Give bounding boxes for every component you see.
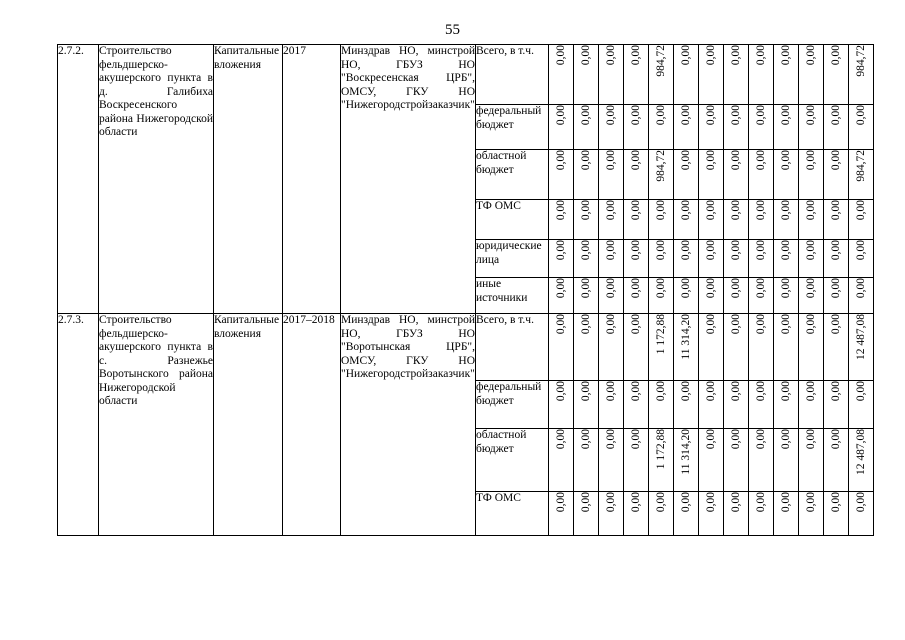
value-text: 0,00 xyxy=(579,200,592,221)
value-text: 0,00 xyxy=(829,381,842,402)
value-text: 0,00 xyxy=(729,200,742,221)
table-row xyxy=(58,314,874,381)
value-text: 0,00 xyxy=(754,278,767,299)
value-cell xyxy=(599,381,624,429)
value-cell xyxy=(674,381,699,429)
value-cell xyxy=(549,45,574,105)
value-cell xyxy=(824,200,849,240)
value-cell xyxy=(574,381,599,429)
value-text: 0,00 xyxy=(804,45,817,66)
value-text: 0,00 xyxy=(604,105,617,126)
value-cell xyxy=(749,492,774,536)
value-cell xyxy=(549,200,574,240)
value-cell xyxy=(699,278,724,314)
value-text: 0,00 xyxy=(779,314,792,335)
value-cell xyxy=(749,381,774,429)
value-text: 0,00 xyxy=(704,105,717,126)
value-cell xyxy=(599,200,624,240)
value-cell xyxy=(774,381,799,429)
value-text: 0,00 xyxy=(579,240,592,261)
value-text: 11 314,20 xyxy=(679,314,692,360)
value-cell xyxy=(624,200,649,240)
value-cell xyxy=(824,278,849,314)
value-cell xyxy=(699,314,724,381)
value-text: 0,00 xyxy=(804,240,817,261)
value-cell xyxy=(574,45,599,105)
value-text: 984,72 xyxy=(654,150,667,182)
value-text: 0,00 xyxy=(854,492,867,513)
value-text: 0,00 xyxy=(729,150,742,171)
value-text: 0,00 xyxy=(629,381,642,402)
value-cell xyxy=(649,105,674,150)
value-cell xyxy=(699,45,724,105)
value-text: 0,00 xyxy=(679,150,692,171)
value-cell xyxy=(724,200,749,240)
value-cell xyxy=(649,45,674,105)
value-cell xyxy=(774,492,799,536)
value-cell xyxy=(799,381,824,429)
value-text: 0,00 xyxy=(829,150,842,171)
funding-source: Всего, в т.ч. xyxy=(476,45,549,105)
value-text: 0,00 xyxy=(604,429,617,450)
value-text: 0,00 xyxy=(654,200,667,221)
value-cell xyxy=(574,105,599,150)
value-text: 0,00 xyxy=(829,45,842,66)
value-cell xyxy=(724,492,749,536)
value-cell xyxy=(849,200,874,240)
value-cell xyxy=(824,240,849,278)
value-text: 0,00 xyxy=(854,105,867,126)
value-cell xyxy=(549,381,574,429)
value-cell xyxy=(774,429,799,492)
value-cell xyxy=(724,314,749,381)
value-text: 0,00 xyxy=(729,314,742,335)
financing-table xyxy=(57,44,874,536)
value-text: 0,00 xyxy=(679,105,692,126)
value-text: 0,00 xyxy=(779,45,792,66)
value-text: 0,00 xyxy=(704,45,717,66)
value-text: 0,00 xyxy=(729,492,742,513)
value-cell xyxy=(749,150,774,200)
value-text: 0,00 xyxy=(554,150,567,171)
value-cell xyxy=(574,429,599,492)
value-cell xyxy=(774,150,799,200)
value-text: 0,00 xyxy=(679,45,692,66)
value-cell xyxy=(724,105,749,150)
value-cell xyxy=(674,150,699,200)
value-text: 0,00 xyxy=(729,45,742,66)
item-period: 2017–2018 xyxy=(283,314,341,536)
value-text: 0,00 xyxy=(804,492,817,513)
value-cell xyxy=(699,150,724,200)
value-cell xyxy=(649,278,674,314)
value-cell xyxy=(799,45,824,105)
value-text: 0,00 xyxy=(629,278,642,299)
value-text: 0,00 xyxy=(629,240,642,261)
value-text: 984,72 xyxy=(654,45,667,77)
value-text: 0,00 xyxy=(704,492,717,513)
value-text: 0,00 xyxy=(629,200,642,221)
value-cell xyxy=(699,240,724,278)
value-text: 0,00 xyxy=(554,240,567,261)
item-name: Строительство фельдшерско-акушерского пункта в д. Галибиха Воскресенского района Нижегородской области xyxy=(99,45,214,314)
value-text: 0,00 xyxy=(804,278,817,299)
value-cell xyxy=(674,492,699,536)
value-text: 0,00 xyxy=(729,105,742,126)
value-text: 0,00 xyxy=(779,492,792,513)
value-text: 0,00 xyxy=(754,429,767,450)
value-text: 1 172,88 xyxy=(654,314,667,355)
value-cell xyxy=(599,105,624,150)
funding-source: федеральный бюджет xyxy=(476,105,549,150)
value-text: 12 487,08 xyxy=(854,429,867,475)
value-text: 0,00 xyxy=(679,492,692,513)
value-text: 0,00 xyxy=(654,381,667,402)
item-name: Строительство фельдшерско-акушерского пункта в с. Разнежье Воротынского района Нижегородской области xyxy=(99,314,214,536)
value-cell xyxy=(574,278,599,314)
value-text: 0,00 xyxy=(704,314,717,335)
value-cell xyxy=(749,429,774,492)
value-cell xyxy=(649,314,674,381)
value-cell xyxy=(649,492,674,536)
value-cell xyxy=(824,492,849,536)
value-text: 0,00 xyxy=(629,105,642,126)
value-cell xyxy=(674,45,699,105)
value-text: 0,00 xyxy=(854,381,867,402)
value-cell xyxy=(799,314,824,381)
value-cell xyxy=(549,429,574,492)
value-text: 0,00 xyxy=(654,105,667,126)
value-text: 0,00 xyxy=(554,314,567,335)
item-executor: Минздрав НО, минстрой НО, ГБУЗ НО "Воскресенская ЦРБ", ОМСУ, ГКУ НО "Нижегородстройзаказчик" xyxy=(341,45,476,314)
value-cell xyxy=(549,240,574,278)
value-text: 0,00 xyxy=(829,314,842,335)
value-text: 11 314,20 xyxy=(679,429,692,475)
value-cell xyxy=(749,105,774,150)
value-text: 0,00 xyxy=(554,45,567,66)
value-text: 0,00 xyxy=(554,278,567,299)
value-cell xyxy=(599,150,624,200)
value-cell xyxy=(599,45,624,105)
funding-source: юридические лица xyxy=(476,240,549,278)
value-cell xyxy=(624,150,649,200)
value-cell xyxy=(649,381,674,429)
value-text: 0,00 xyxy=(604,45,617,66)
value-cell xyxy=(799,278,824,314)
value-cell xyxy=(624,105,649,150)
item-executor: Минздрав НО, минстрой НО, ГБУЗ НО "Воротынская ЦРБ", ОМСУ, ГКУ НО "Нижегородстройзаказчик" xyxy=(341,314,476,536)
funding-source: ТФ ОМС xyxy=(476,200,549,240)
value-text: 0,00 xyxy=(654,278,667,299)
value-text: 0,00 xyxy=(629,45,642,66)
value-text: 0,00 xyxy=(704,381,717,402)
value-cell xyxy=(699,429,724,492)
value-cell xyxy=(824,105,849,150)
value-cell xyxy=(574,240,599,278)
value-text: 0,00 xyxy=(804,381,817,402)
value-cell xyxy=(774,105,799,150)
value-text: 0,00 xyxy=(679,278,692,299)
funding-source: областной бюджет xyxy=(476,150,549,200)
value-text: 0,00 xyxy=(604,492,617,513)
value-cell xyxy=(699,105,724,150)
value-cell xyxy=(824,45,849,105)
item-type: Капитальные вложения xyxy=(214,45,283,314)
value-text: 0,00 xyxy=(604,278,617,299)
value-text: 0,00 xyxy=(804,429,817,450)
value-text: 0,00 xyxy=(754,200,767,221)
value-cell xyxy=(649,240,674,278)
value-text: 0,00 xyxy=(779,429,792,450)
value-text: 984,72 xyxy=(854,45,867,77)
value-cell xyxy=(549,492,574,536)
value-cell xyxy=(649,200,674,240)
table-row xyxy=(58,45,874,105)
value-cell xyxy=(849,429,874,492)
value-text: 0,00 xyxy=(704,150,717,171)
value-text: 0,00 xyxy=(754,240,767,261)
value-text: 0,00 xyxy=(779,200,792,221)
value-cell xyxy=(774,240,799,278)
value-text: 0,00 xyxy=(754,492,767,513)
value-text: 0,00 xyxy=(604,381,617,402)
funding-source: иные источники xyxy=(476,278,549,314)
item-number: 2.7.3. xyxy=(58,314,99,536)
value-cell xyxy=(799,429,824,492)
value-cell xyxy=(599,429,624,492)
value-cell xyxy=(674,278,699,314)
value-cell xyxy=(549,105,574,150)
value-cell xyxy=(824,381,849,429)
value-cell xyxy=(799,200,824,240)
value-cell xyxy=(749,45,774,105)
value-cell xyxy=(699,200,724,240)
value-text: 0,00 xyxy=(854,200,867,221)
value-cell xyxy=(574,492,599,536)
value-cell xyxy=(849,150,874,200)
value-text: 0,00 xyxy=(604,314,617,335)
value-text: 984,72 xyxy=(854,150,867,182)
value-text: 0,00 xyxy=(654,492,667,513)
value-text: 0,00 xyxy=(604,150,617,171)
value-cell xyxy=(599,492,624,536)
value-text: 0,00 xyxy=(579,381,592,402)
value-cell xyxy=(724,381,749,429)
value-text: 0,00 xyxy=(679,200,692,221)
funding-source: Всего, в т.ч. xyxy=(476,314,549,381)
value-cell xyxy=(599,314,624,381)
value-text: 0,00 xyxy=(829,492,842,513)
value-text: 0,00 xyxy=(829,105,842,126)
value-text: 0,00 xyxy=(554,105,567,126)
value-cell xyxy=(699,492,724,536)
value-cell xyxy=(824,314,849,381)
value-cell xyxy=(599,240,624,278)
value-cell xyxy=(699,381,724,429)
value-cell xyxy=(574,314,599,381)
value-text: 0,00 xyxy=(654,240,667,261)
value-cell xyxy=(624,314,649,381)
item-period: 2017 xyxy=(283,45,341,314)
value-text: 0,00 xyxy=(579,150,592,171)
value-cell xyxy=(849,105,874,150)
value-cell xyxy=(549,314,574,381)
value-cell xyxy=(624,278,649,314)
value-cell xyxy=(824,429,849,492)
value-cell xyxy=(774,45,799,105)
value-cell xyxy=(849,240,874,278)
value-text: 0,00 xyxy=(779,381,792,402)
value-text: 0,00 xyxy=(854,278,867,299)
value-text: 0,00 xyxy=(754,105,767,126)
value-text: 1 172,88 xyxy=(654,429,667,470)
funding-source: ТФ ОМС xyxy=(476,492,549,536)
funding-source: федеральный бюджет xyxy=(476,381,549,429)
value-cell xyxy=(574,150,599,200)
value-cell xyxy=(799,492,824,536)
value-text: 0,00 xyxy=(754,150,767,171)
value-text: 0,00 xyxy=(854,240,867,261)
value-cell xyxy=(849,278,874,314)
value-cell xyxy=(724,45,749,105)
value-cell xyxy=(774,278,799,314)
value-cell xyxy=(674,314,699,381)
value-cell xyxy=(674,200,699,240)
value-text: 0,00 xyxy=(779,278,792,299)
value-cell xyxy=(824,150,849,200)
value-text: 0,00 xyxy=(704,240,717,261)
value-cell xyxy=(849,492,874,536)
value-cell xyxy=(799,105,824,150)
value-cell xyxy=(674,105,699,150)
value-text: 0,00 xyxy=(779,240,792,261)
value-text: 0,00 xyxy=(779,105,792,126)
value-cell xyxy=(549,150,574,200)
value-cell xyxy=(849,381,874,429)
value-text: 0,00 xyxy=(754,45,767,66)
value-text: 0,00 xyxy=(554,492,567,513)
value-text: 0,00 xyxy=(754,314,767,335)
value-text: 0,00 xyxy=(729,381,742,402)
page-number: 55 xyxy=(445,22,460,38)
value-cell xyxy=(724,150,749,200)
value-text: 0,00 xyxy=(754,381,767,402)
value-cell xyxy=(749,314,774,381)
value-text: 0,00 xyxy=(554,200,567,221)
value-text: 0,00 xyxy=(579,314,592,335)
value-cell xyxy=(599,278,624,314)
value-cell xyxy=(724,278,749,314)
value-text: 0,00 xyxy=(679,240,692,261)
value-text: 0,00 xyxy=(729,240,742,261)
value-text: 0,00 xyxy=(779,150,792,171)
value-cell xyxy=(674,240,699,278)
value-text: 0,00 xyxy=(829,240,842,261)
value-cell xyxy=(649,429,674,492)
value-cell xyxy=(724,240,749,278)
value-text: 0,00 xyxy=(679,381,692,402)
value-text: 0,00 xyxy=(579,429,592,450)
value-text: 0,00 xyxy=(704,429,717,450)
value-text: 0,00 xyxy=(704,200,717,221)
value-text: 0,00 xyxy=(804,150,817,171)
value-text: 0,00 xyxy=(729,278,742,299)
value-text: 0,00 xyxy=(804,105,817,126)
value-text: 0,00 xyxy=(629,314,642,335)
value-text: 0,00 xyxy=(579,492,592,513)
value-text: 0,00 xyxy=(629,429,642,450)
value-cell xyxy=(849,314,874,381)
item-type: Капитальные вложения xyxy=(214,314,283,536)
value-text: 0,00 xyxy=(604,200,617,221)
value-cell xyxy=(624,240,649,278)
value-cell xyxy=(799,240,824,278)
value-text: 0,00 xyxy=(604,240,617,261)
value-text: 0,00 xyxy=(554,381,567,402)
value-text: 0,00 xyxy=(554,429,567,450)
value-cell xyxy=(749,240,774,278)
value-text: 0,00 xyxy=(579,105,592,126)
value-text: 0,00 xyxy=(629,492,642,513)
value-cell xyxy=(649,150,674,200)
value-text: 0,00 xyxy=(804,200,817,221)
value-text: 0,00 xyxy=(704,278,717,299)
value-cell xyxy=(749,278,774,314)
funding-source: областной бюджет xyxy=(476,429,549,492)
value-cell xyxy=(574,200,599,240)
value-cell xyxy=(774,314,799,381)
value-text: 0,00 xyxy=(829,429,842,450)
value-cell xyxy=(799,150,824,200)
value-cell xyxy=(624,45,649,105)
value-cell xyxy=(624,429,649,492)
value-cell xyxy=(749,200,774,240)
value-cell xyxy=(674,429,699,492)
value-text: 0,00 xyxy=(829,278,842,299)
value-text: 0,00 xyxy=(579,278,592,299)
value-cell xyxy=(624,381,649,429)
value-text: 12 487,08 xyxy=(854,314,867,360)
value-cell xyxy=(724,429,749,492)
item-number: 2.7.2. xyxy=(58,45,99,314)
value-text: 0,00 xyxy=(629,150,642,171)
value-text: 0,00 xyxy=(829,200,842,221)
value-cell xyxy=(624,492,649,536)
value-cell xyxy=(549,278,574,314)
value-text: 0,00 xyxy=(804,314,817,335)
value-cell xyxy=(774,200,799,240)
value-text: 0,00 xyxy=(579,45,592,66)
value-cell xyxy=(849,45,874,105)
value-text: 0,00 xyxy=(729,429,742,450)
